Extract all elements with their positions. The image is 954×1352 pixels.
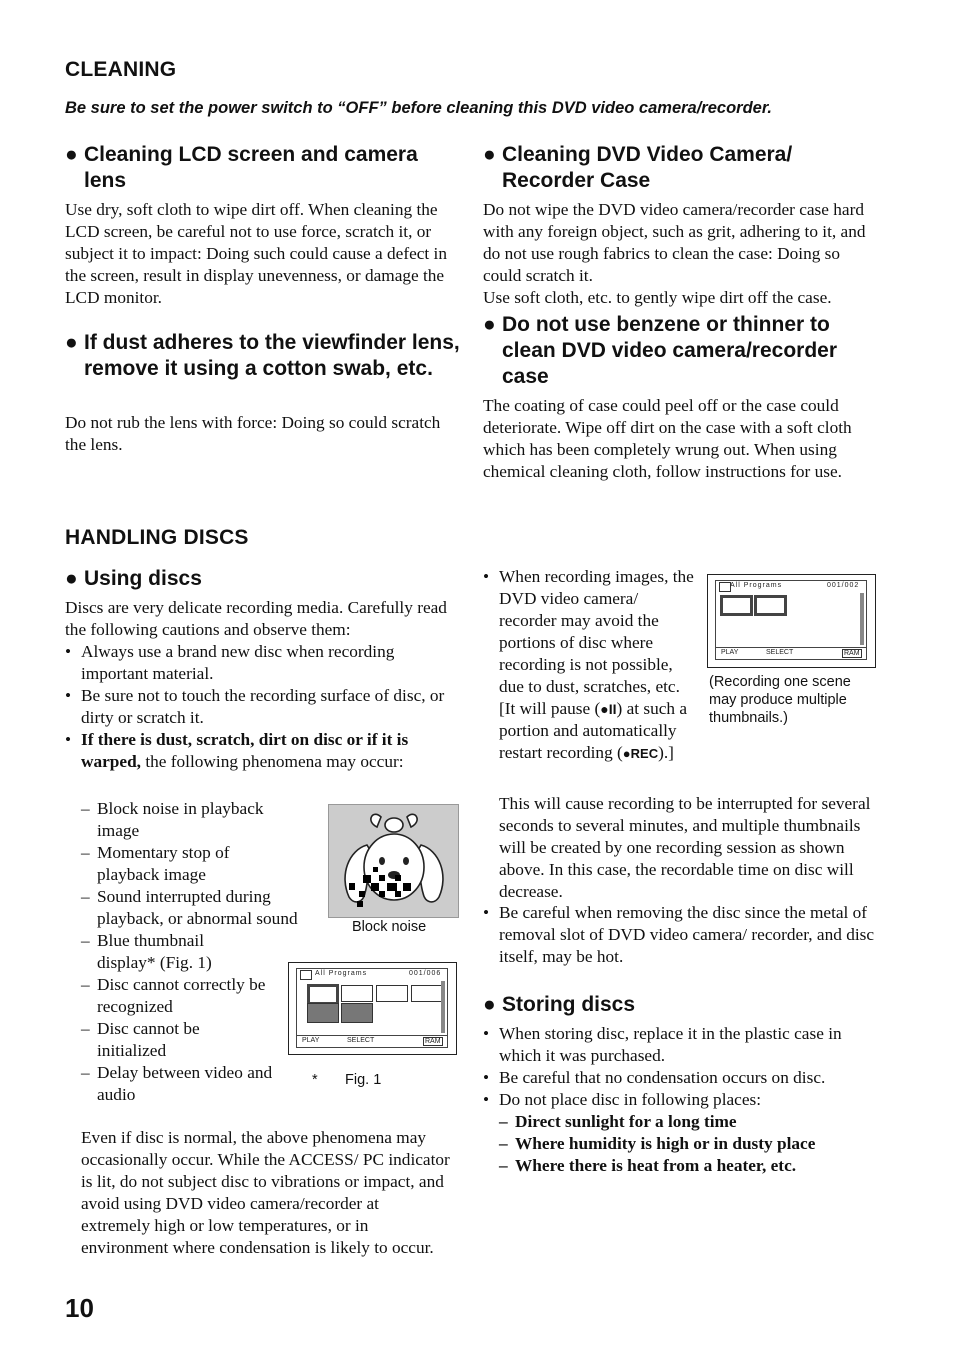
list-item: • When storing disc, replace it in the plastic case in which it was purchased.	[483, 1023, 878, 1067]
phenomena-note: Even if disc is normal, the above phenomena may occasionally occur. While the ACCESS/ PC indicator is lit, do not subject disc to vibrations or impact, and avoid using DVD video camera/recorder at extremely high or low temperatures, or in environment where condensation is likely to occur.	[81, 1128, 450, 1257]
blue-thumbnail	[341, 1003, 373, 1023]
thumbnail	[341, 985, 373, 1002]
rec-symbol: ●REC	[622, 746, 659, 761]
storing-list	[483, 1023, 878, 1177]
case-text: Do not wipe the DVD video camera/recorder case hard with any foreign object, such as grit, adhering to it, and do not use rough fabrics to clean the case: Doing so could scratch it. Use soft cloth, etc. to gently wipe dirt off the case.	[483, 200, 866, 307]
heading-viewfinder: ● If dust adheres to the viewfinder lens, remove it using a cotton swab, etc.	[65, 331, 460, 380]
list-item: • Always use a brand new disc when recording important material.	[65, 641, 457, 685]
heading-using-discs: ● Using discs	[65, 567, 202, 590]
bullet-icon: ●	[483, 313, 496, 336]
section-title-handling: HANDLING DISCS	[65, 526, 249, 549]
ram-badge: RAM	[844, 650, 860, 657]
page-number: 10	[65, 1293, 94, 1323]
heading-cleaning-lcd: ● Cleaning LCD screen and camera lens	[65, 143, 418, 192]
fig2-screen: All Programs 001/002 PLAY SELECT RAM	[707, 574, 876, 668]
thumbnail	[411, 985, 443, 1002]
play-label: PLAY	[721, 649, 739, 656]
scrollbar	[441, 981, 445, 1033]
thumbnail	[376, 985, 408, 1002]
list-item: – Delay between video and audio	[81, 1062, 287, 1106]
scrollbar	[860, 593, 864, 645]
list-item: – Disc cannot be initialized	[81, 1018, 237, 1062]
select-label: SELECT	[766, 649, 794, 656]
disc-icon	[300, 970, 312, 980]
blue-thumbnail	[307, 1003, 339, 1023]
select-label: SELECT	[347, 1037, 375, 1044]
thumbnail	[754, 595, 787, 616]
list-item: • Be careful that no condensation occurs on disc.	[483, 1067, 878, 1089]
bullet-icon: ●	[483, 143, 496, 166]
list-item: – Momentary stop of playback image	[81, 842, 277, 886]
list-item: – Block noise in playback image	[81, 798, 297, 842]
bullet-icon: ●	[65, 567, 78, 590]
list-item: • Do not place disc in following places: – Direct sunlight for a long time – Where humidity is high or in dusty place – Where there is heat from a heater, etc.	[483, 1089, 878, 1177]
fig1-asterisk: *	[312, 1072, 318, 1088]
lcd-text: Use dry, soft cloth to wipe dirt off. When cleaning the LCD screen, be careful not to use force, scratch it, or subject it to impact: Doing such could cause a defect in the screen, result in display unevenness, or damage the LCD monitor.	[65, 200, 447, 307]
dog-illustration	[329, 805, 458, 917]
play-label: PLAY	[302, 1037, 320, 1044]
section-title-cleaning: CLEANING	[65, 58, 177, 81]
thumbnail	[307, 984, 339, 1005]
bullet-icon: ●	[65, 331, 78, 354]
bullet-icon: ●	[65, 143, 78, 166]
list-item: – Sound interrupted during playback, or abnormal sound	[81, 886, 323, 930]
heading-benzene: ● Do not use benzene or thinner to clean DVD video camera/recorder case	[483, 313, 837, 388]
power-warning: Be sure to set the power switch to “OFF” before cleaning this DVD video camera/recorder.	[65, 99, 772, 117]
recording-continued: This will cause recording to be interrupted for several seconds to several minutes, and multiple thumbnails will be created by one recording session as shown above. In this case, the recordable time on disc will decrease.	[499, 794, 871, 901]
heading-cleaning-case: ● Cleaning DVD Video Camera/ Recorder Case	[483, 143, 793, 192]
block-noise-caption: Block noise	[352, 919, 427, 935]
recording-bullet	[483, 566, 698, 765]
list-item: • If there is dust, scratch, dirt on disc or if it is warped, the following phenomena may occur:	[65, 729, 457, 773]
list-item: • When recording images, the DVD video camera/ recorder may avoid the portions of disc where recording is not possible, due to dust, scratches, etc. [It will pause (●II) at such a portion and automatically restart recording (●REC).]	[483, 566, 698, 765]
list-item: – Direct sunlight for a long time	[499, 1111, 878, 1133]
thumbnail	[720, 595, 753, 616]
removal-bullet	[483, 902, 878, 968]
block-noise-image	[328, 804, 459, 918]
bullet-icon: ●	[483, 993, 496, 1016]
benzene-text: The coating of case could peel off or the case could deteriorate. Wipe off dirt on the case with a soft cloth which has been completely wrung out. When using chemical cleaning cloth, follow instructions for use.	[483, 396, 852, 481]
using-discs-text: Discs are very delicate recording media. Carefully read the following cautions and observe them: • Always use a brand new disc when recording important material. • Be sure not to touch the recording surface of disc, or dirty or scratch it. • If there is dust, scratch, dirt on disc or if it is warped, the following phenomena may occur:	[65, 597, 457, 773]
viewfinder-text: Do not rub the lens with force: Doing so could scratch the lens.	[65, 413, 441, 454]
ram-badge: RAM	[425, 1038, 441, 1045]
list-item: – Disc cannot correctly be recognized	[81, 974, 287, 1018]
list-item: – Where humidity is high or in dusty place	[499, 1133, 878, 1155]
list-item: • Be careful when removing the disc since the metal of removal slot of DVD video camera/ recorder, and disc itself, may be hot.	[483, 902, 878, 968]
list-item: – Blue thumbnail display* (Fig. 1)	[81, 930, 247, 974]
pause-symbol: ●II	[600, 701, 617, 717]
list-item: • Be sure not to touch the recording surface of disc, or dirty or scratch it.	[65, 685, 457, 729]
phenomena-list	[81, 798, 311, 1106]
fig1-screen: All Programs 001/006 PLAY SELECT RAM	[288, 962, 457, 1055]
fig1-caption: Fig. 1	[345, 1072, 382, 1088]
fig2-caption: (Recording one scene may produce multiple thumbnails.)	[709, 674, 851, 726]
list-item: – Where there is heat from a heater, etc.	[499, 1155, 878, 1177]
heading-storing-discs: ● Storing discs	[483, 993, 636, 1016]
